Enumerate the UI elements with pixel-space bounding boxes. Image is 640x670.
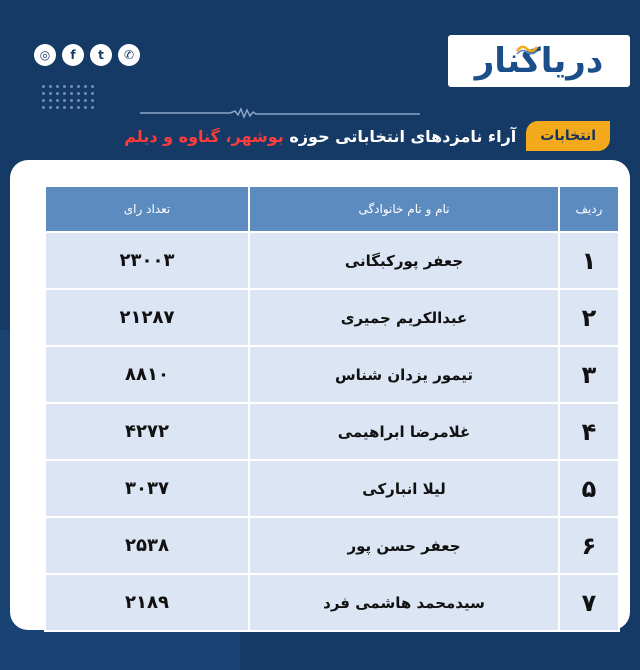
table-row: [45, 574, 619, 631]
row-votes: ۳۰۳۷: [45, 460, 249, 517]
table-row: [45, 289, 619, 346]
row-rank: ۶: [559, 517, 619, 574]
row-rank: ۳: [559, 346, 619, 403]
brand-logo[interactable]: [448, 35, 630, 87]
row-votes: ۸۸۱۰: [45, 346, 249, 403]
title-row: [124, 116, 610, 156]
row-name: سیدمحمد هاشمی فرد: [249, 574, 559, 631]
table-row: [45, 346, 619, 403]
row-votes: ۴۲۷۲: [45, 403, 249, 460]
header-name: نام و نام خانوادگی: [249, 186, 559, 232]
row-rank: ۱: [559, 232, 619, 289]
twitter-icon[interactable]: t: [90, 44, 112, 66]
logo-wave-icon: [516, 43, 538, 55]
title-highlight: بوشهر، گناوه و دیلم: [124, 126, 284, 146]
row-votes: ۲۱۸۹: [45, 574, 249, 631]
table-row: [45, 232, 619, 289]
social-links: [34, 44, 140, 66]
row-name: لیلا انبارکی: [249, 460, 559, 517]
row-votes: ۲۳۰۰۳: [45, 232, 249, 289]
votes-table: [44, 185, 620, 632]
row-name: غلامرضا ابراهیمی: [249, 403, 559, 460]
row-name: جعفر حسن پور: [249, 517, 559, 574]
table-row: [45, 460, 619, 517]
dot-pattern: [42, 85, 94, 109]
table-row: [45, 517, 619, 574]
page-title: [124, 127, 516, 146]
title-main: آراء نامزدهای انتخاباتی حوزه: [289, 126, 517, 146]
header-rank: ردیف: [559, 186, 619, 232]
row-votes: ۲۱۲۸۷: [45, 289, 249, 346]
whatsapp-icon[interactable]: ✆: [118, 44, 140, 66]
row-rank: ۴: [559, 403, 619, 460]
row-name: تیمور یزدان شناس: [249, 346, 559, 403]
category-badge: انتخابات: [526, 121, 610, 151]
row-name: عبدالکریم جمیری: [249, 289, 559, 346]
table-header-row: [45, 186, 619, 232]
row-votes: ۲۵۳۸: [45, 517, 249, 574]
row-rank: ۷: [559, 574, 619, 631]
logo-text: دریاکنار: [474, 41, 604, 81]
table-row: [45, 403, 619, 460]
header-votes: تعداد رای: [45, 186, 249, 232]
row-name: جعفر پورکبگانی: [249, 232, 559, 289]
row-rank: ۲: [559, 289, 619, 346]
instagram-icon[interactable]: ◎: [34, 44, 56, 66]
row-rank: ۵: [559, 460, 619, 517]
facebook-icon[interactable]: f: [62, 44, 84, 66]
